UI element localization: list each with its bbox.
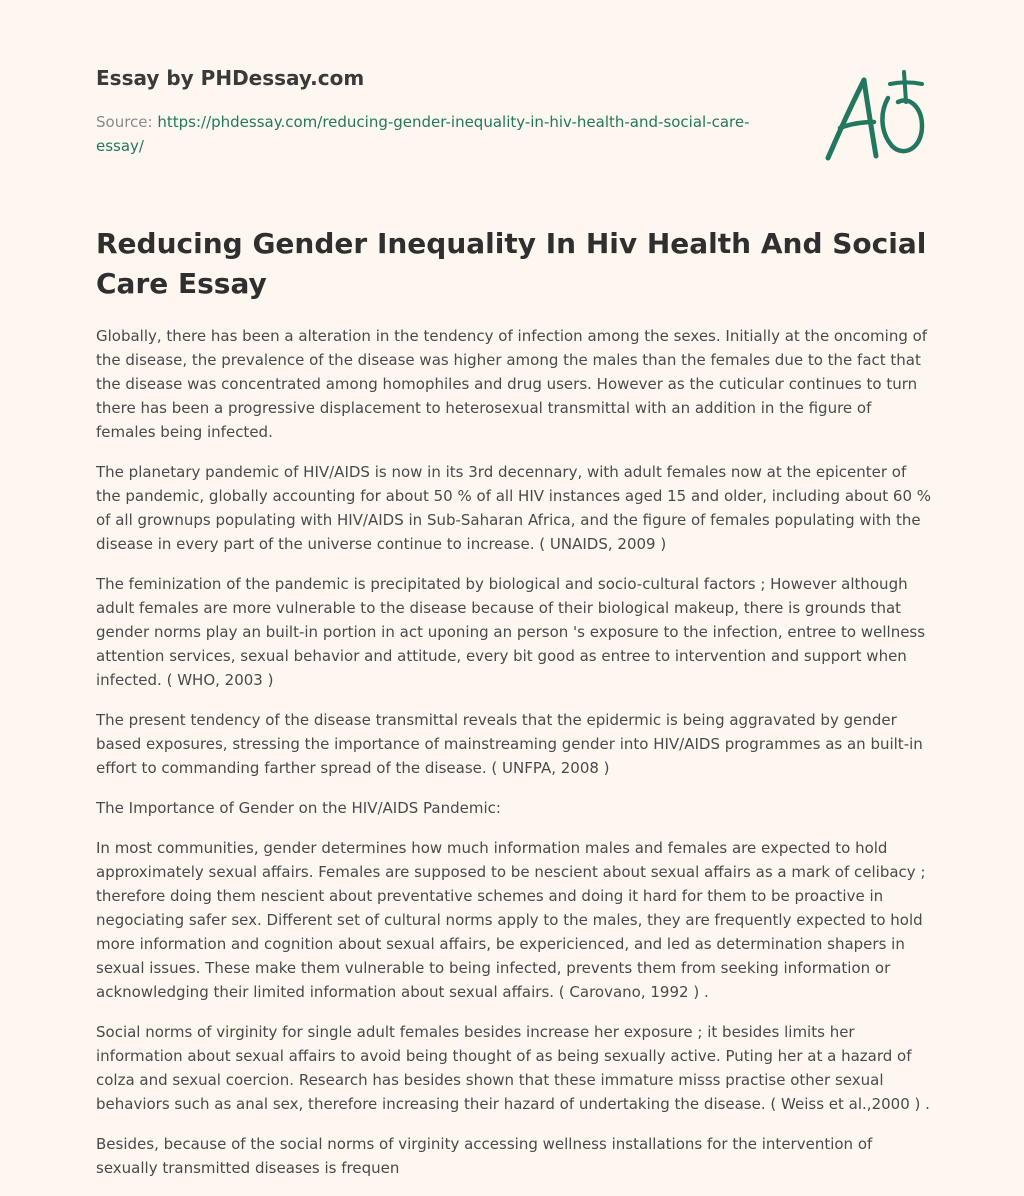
source-label: Source: <box>96 113 153 131</box>
site-title: Essay by PHDessay.com <box>96 66 365 90</box>
page-header <box>96 64 796 158</box>
essay-paragraph: The present tendency of the disease transmittal reveals that the epidermic is being aggravated by gender based exposures, stressing the importance of mainstreaming gender into HIV/AIDS programmes as an built-in effort to commanding farther spread of the disease. ( UNFPA, 2008 ) <box>96 711 923 777</box>
essay-body <box>96 324 932 1196</box>
a-plus-logo-icon <box>818 68 930 166</box>
essay-paragraph: The feminization of the pandemic is precipitated by biological and socio-cultural factors ; However although adult females are more vulnerable to the disease because of their biological makeup, there is grounds that gender norms play an built-in portion in act uponing an person 's exposure to the infection, entree to wellness attention services, sexual behavior and attitude, every bit good as entree to intervention and support when infected. ( WHO, 2003 ) <box>96 575 926 689</box>
essay-paragraph: Social norms of virginity for single adult females besides increase her exposure ; it besides limits her information about sexual affairs to avoid being thought of as being sexually active. Puting her at a hazard of colza and sexual coercion. Research has besides shown that these immature misss practise other sexual behaviors such as anal sex, therefore increasing their hazard of undertaking the disease. ( Weiss et al.,2000 ) . <box>96 1023 930 1113</box>
essay-paragraph: In most communities, gender determines how much information males and females are expected to hold approximately sexual affairs. Females are supposed to be nescient about sexual affairs as a mark of celibacy ; therefore doing them nescient about preventative schemes and doing it hard for them to be proactive in negociating safer sex. Different set of cultural norms apply to the males, they are frequently expected to hold more information and cognition about sexual affairs, be expericienced, and led as determination shapers in sexual issues. These make them vulnerable to being infected, prevents them from seeking information or acknowledging their limited information about sexual affairs. ( Carovano, 1992 ) . <box>96 839 926 1001</box>
essay-subheading: The Importance of Gender on the HIV/AIDS Pandemic: <box>96 799 501 817</box>
essay-paragraph: The planetary pandemic of HIV/AIDS is now in its 3rd decennary, with adult females now at the epicenter of the pandemic, globally accounting for about 50 % of all HIV instances aged 15 and older, including about 60 % of all grownups populating with HIV/AIDS in Sub-Saharan Africa, and the figure of females populating with the disease in every part of the universe continue to increase. ( UNAIDS, 2009 ) <box>96 463 932 553</box>
source-line <box>96 110 776 158</box>
source-link[interactable]: https://phdessay.com/reducing-gender-inequality-in-hiv-health-and-social-care-essay/ <box>96 113 750 155</box>
essay-paragraph: Besides, because of the social norms of virginity accessing wellness installations for the intervention of sexually transmitted diseases is frequen <box>96 1135 873 1177</box>
essay-title: Reducing Gender Inequality In Hiv Health And Social Care Essay <box>96 227 927 300</box>
essay-paragraph: Globally, there has been a alteration in the tendency of infection among the sexes. Initially at the oncoming of the disease, the prevalence of the disease was higher among the males than the females due to the fact that the disease was concentrated among homophiles and drug users. However as the cuticular continues to turn there has been a progressive displacement to heterosexual transmittal with an addition in the figure of females being infected. <box>96 327 928 441</box>
